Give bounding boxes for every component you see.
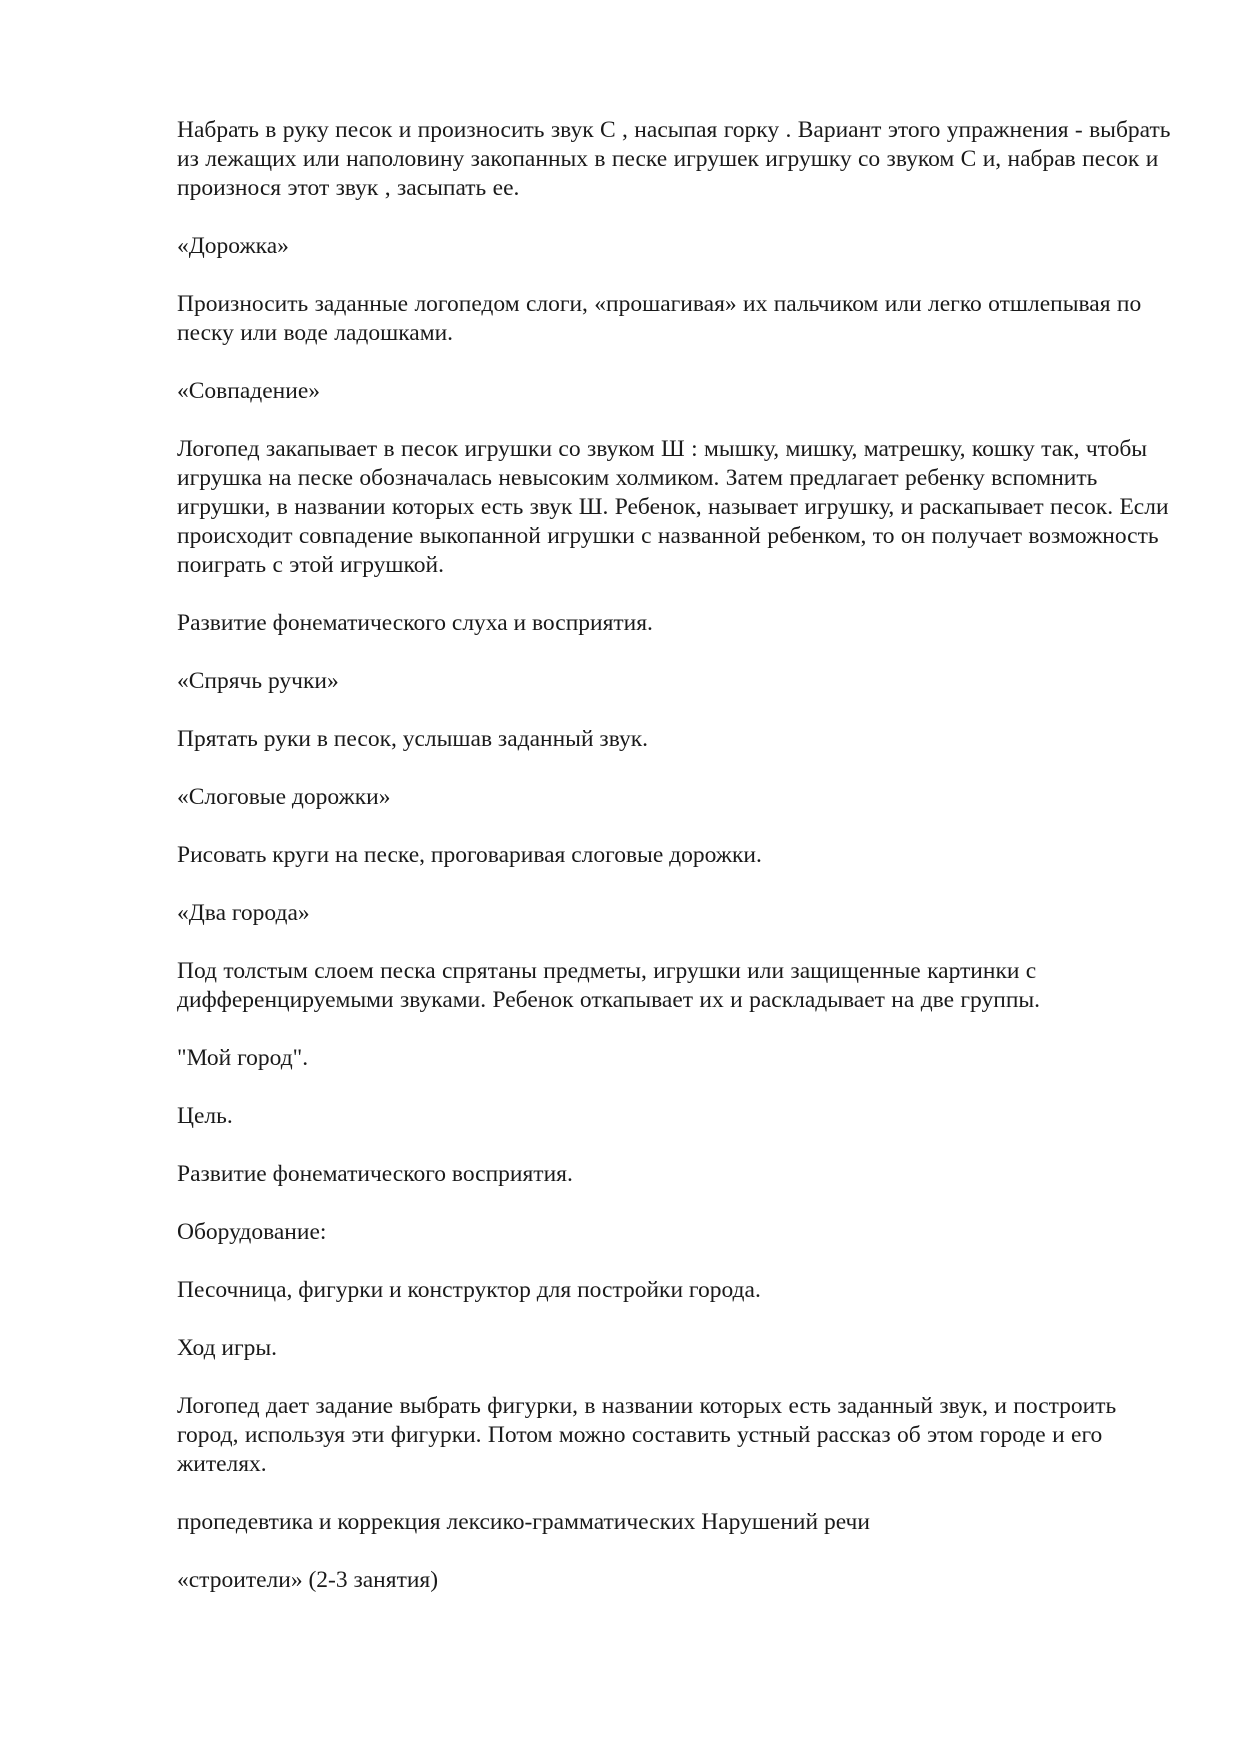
paragraph-slogovye-dorozhki-description: Рисовать круги на песке, проговаривая слоговые дорожки. bbox=[177, 842, 762, 868]
heading-spryach-ruchki: «Спрячь ручки» bbox=[177, 668, 339, 694]
heading-stroiteli: «строители» (2-3 занятия) bbox=[177, 1567, 439, 1593]
paragraph-dva-goroda-description: Под толстым слоем песка спрятаны предметы, игрушки или защищенные картинки с дифференцируемыми звуками. Ребенок откапывает их и раскладывает на две группы. bbox=[177, 958, 1041, 1013]
heading-dorozhka: «Дорожка» bbox=[177, 233, 289, 259]
paragraph-game-course-text: Логопед дает задание выбрать фигурки, в названии которых есть заданный звук, и построить город, используя эти фигурки. Потом можно составить устный рассказ об этом городе и его жителях. bbox=[177, 1393, 1117, 1477]
section-heading-lexical-grammatical: пропедевтика и коррекция лексико-грамматических Нарушений речи bbox=[177, 1509, 870, 1535]
label-goal: Цель. bbox=[177, 1103, 233, 1129]
paragraph-sovpadenie-description: Логопед закапывает в песок игрушки со звуком Ш : мышку, мишку, матрешку, кошку так, чтобы игрушка на песке обозначалась невысоким холмиком. Затем предлагает ребенку вспомнить игрушки, в названии которых есть звук Ш. Ребенок, называет игрушку, и раскапывает песок. Если происходит совпадение выкопанной игрушки с названной ребенком, то он получает возможность поиграть с этой игрушкой. bbox=[177, 436, 1169, 578]
heading-sovpadenie: «Совпадение» bbox=[177, 378, 320, 404]
label-game-course: Ход игры. bbox=[177, 1335, 278, 1361]
heading-moy-gorod: "Мой город". bbox=[177, 1045, 309, 1071]
document-body bbox=[177, 116, 1177, 1624]
heading-slogovye-dorozhki: «Слоговые дорожки» bbox=[177, 784, 391, 810]
paragraph-spryach-ruchki-description: Прятать руки в песок, услышав заданный звук. bbox=[177, 726, 649, 752]
section-heading-phonematic-hearing: Развитие фонематического слуха и восприятия. bbox=[177, 610, 653, 636]
paragraph-sand-hill-exercise: Набрать в руку песок и произносить звук С , насыпая горку . Вариант этого упражнения - выбрать из лежащих или наполовину закопанных в песке игрушек игрушку со звуком С и, набрав песок и произнося этот звук , засыпать ее. bbox=[177, 117, 1171, 201]
paragraph-dorozhka-description: Произносить заданные логопедом слоги, «прошагивая» их пальчиком или легко отшлепывая по песку или воде ладошками. bbox=[177, 291, 1142, 346]
paragraph-equipment-text: Песочница, фигурки и конструктор для постройки города. bbox=[177, 1277, 761, 1303]
heading-dva-goroda: «Два города» bbox=[177, 900, 310, 926]
paragraph-goal-text: Развитие фонематического восприятия. bbox=[177, 1161, 573, 1187]
label-equipment: Оборудование: bbox=[177, 1219, 327, 1245]
